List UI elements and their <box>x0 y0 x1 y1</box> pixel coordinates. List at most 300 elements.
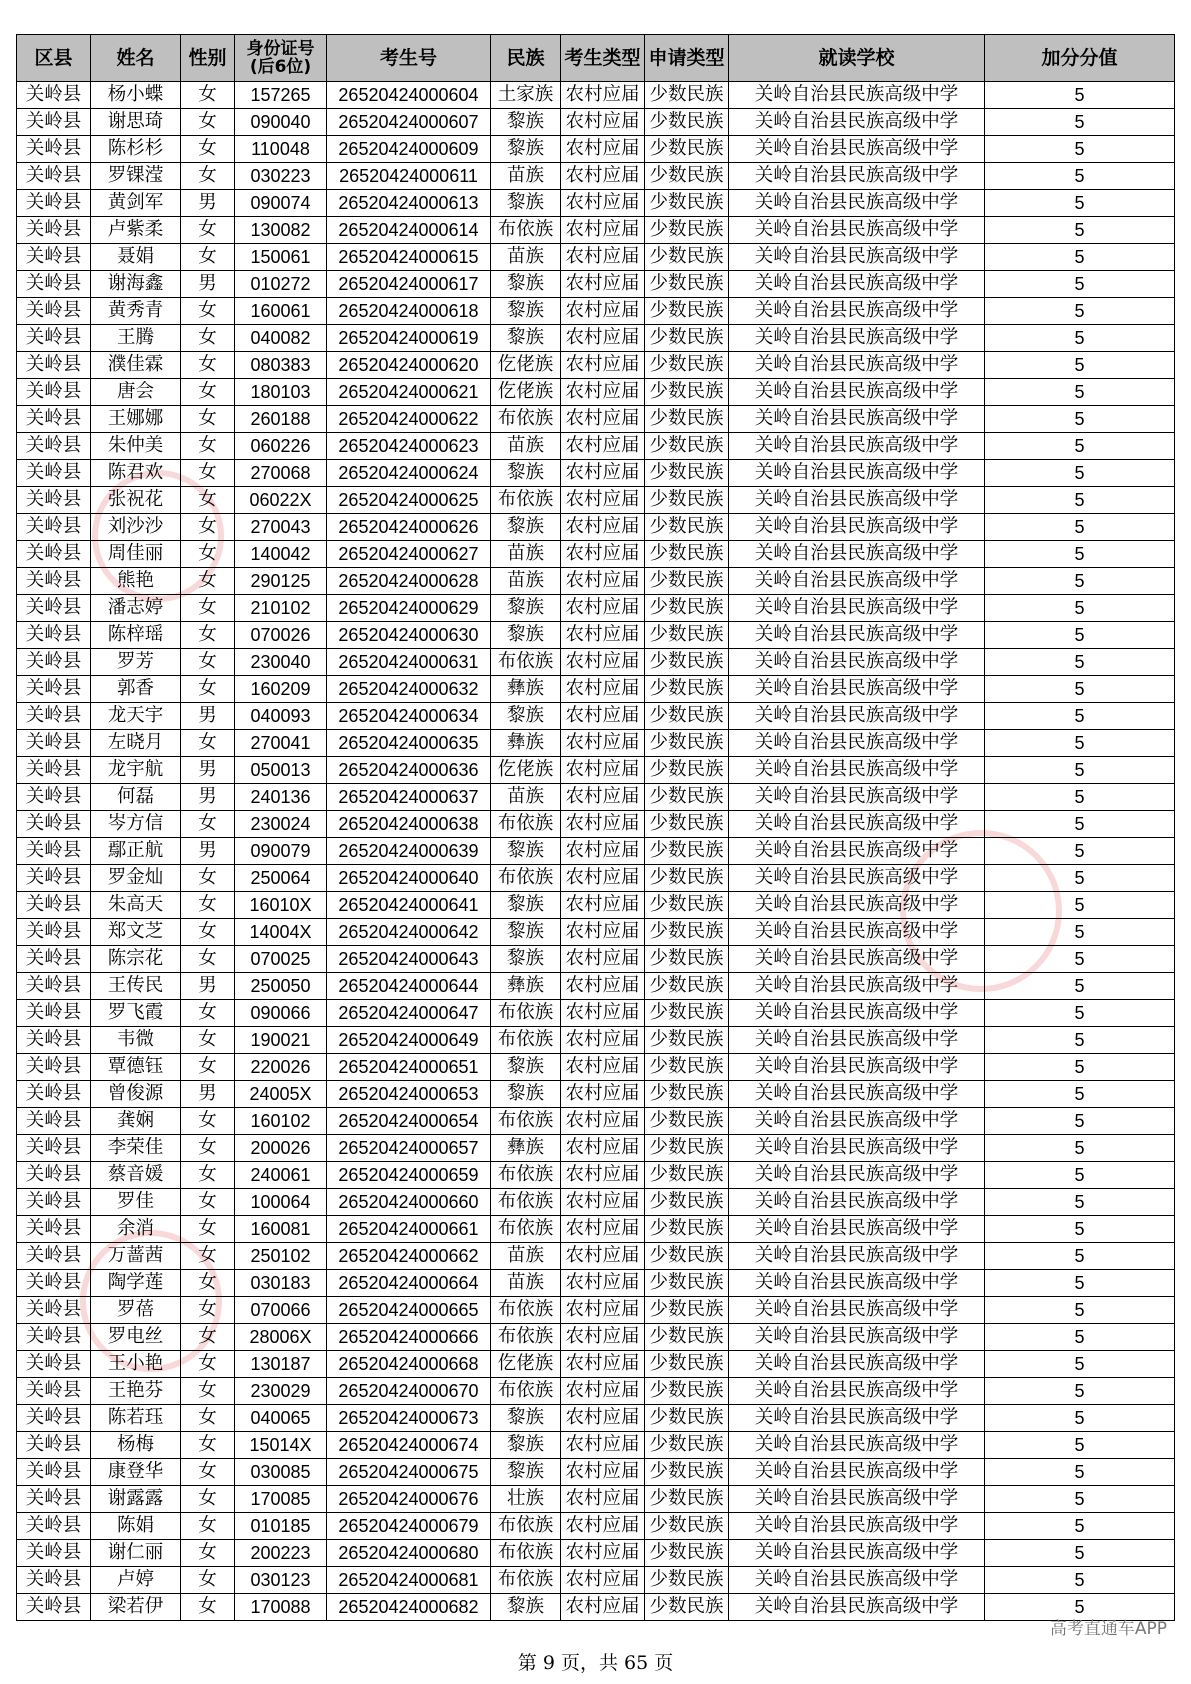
cell-application-type: 少数民族 <box>645 1594 729 1621</box>
cell-application-type: 少数民族 <box>645 649 729 676</box>
cell-school: 关岭自治县民族高级中学 <box>729 1351 985 1378</box>
cell-bonus-points: 5 <box>985 1405 1175 1432</box>
cell-school: 关岭自治县民族高级中学 <box>729 460 985 487</box>
header-id-number-line1: 身份证号 <box>246 39 315 59</box>
cell-application-type: 少数民族 <box>645 1027 729 1054</box>
cell-gender: 女 <box>181 109 235 136</box>
cell-ethnicity: 布依族 <box>491 1378 561 1405</box>
cell-gender: 男 <box>181 703 235 730</box>
cell-gender: 女 <box>181 1567 235 1594</box>
cell-application-type: 少数民族 <box>645 244 729 271</box>
cell-bonus-points: 5 <box>985 514 1175 541</box>
cell-student-type: 农村应届 <box>561 1405 645 1432</box>
cell-district: 关岭县 <box>17 973 91 1000</box>
cell-id-suffix: 160102 <box>235 1108 327 1135</box>
cell-id-suffix: 070066 <box>235 1297 327 1324</box>
cell-exam-number: 26520424000653 <box>327 1081 491 1108</box>
header-id-number <box>235 35 327 82</box>
table-row <box>17 1459 1175 1486</box>
cell-student-type: 农村应届 <box>561 1540 645 1567</box>
cell-ethnicity: 黎族 <box>491 1432 561 1459</box>
cell-application-type: 少数民族 <box>645 1432 729 1459</box>
cell-exam-number: 26520424000639 <box>327 838 491 865</box>
cell-gender: 女 <box>181 730 235 757</box>
cell-gender: 女 <box>181 811 235 838</box>
cell-application-type: 少数民族 <box>645 946 729 973</box>
cell-application-type: 少数民族 <box>645 271 729 298</box>
cell-ethnicity: 苗族 <box>491 1270 561 1297</box>
cell-school: 关岭自治县民族高级中学 <box>729 1486 985 1513</box>
cell-student-type: 农村应届 <box>561 1054 645 1081</box>
cell-ethnicity: 布依族 <box>491 649 561 676</box>
cell-district: 关岭县 <box>17 1324 91 1351</box>
cell-gender: 女 <box>181 1216 235 1243</box>
cell-school: 关岭自治县民族高级中学 <box>729 433 985 460</box>
cell-id-suffix: 150061 <box>235 244 327 271</box>
table-row <box>17 325 1175 352</box>
table-row <box>17 163 1175 190</box>
cell-application-type: 少数民族 <box>645 1513 729 1540</box>
cell-name: 谢思琦 <box>91 109 181 136</box>
cell-district: 关岭县 <box>17 838 91 865</box>
cell-student-type: 农村应届 <box>561 1594 645 1621</box>
cell-student-type: 农村应届 <box>561 622 645 649</box>
cell-district: 关岭县 <box>17 82 91 109</box>
cell-school: 关岭自治县民族高级中学 <box>729 1216 985 1243</box>
table-row <box>17 703 1175 730</box>
cell-bonus-points: 5 <box>985 757 1175 784</box>
cell-exam-number: 26520424000665 <box>327 1297 491 1324</box>
cell-application-type: 少数民族 <box>645 1081 729 1108</box>
cell-exam-number: 26520424000664 <box>327 1270 491 1297</box>
cell-exam-number: 26520424000657 <box>327 1135 491 1162</box>
cell-district: 关岭县 <box>17 541 91 568</box>
cell-student-type: 农村应届 <box>561 136 645 163</box>
table-row <box>17 460 1175 487</box>
cell-student-type: 农村应届 <box>561 163 645 190</box>
cell-student-type: 农村应届 <box>561 865 645 892</box>
cell-district: 关岭县 <box>17 1567 91 1594</box>
cell-school: 关岭自治县民族高级中学 <box>729 703 985 730</box>
table-row <box>17 136 1175 163</box>
cell-name: 万蔷茜 <box>91 1243 181 1270</box>
cell-application-type: 少数民族 <box>645 433 729 460</box>
cell-gender: 女 <box>181 1432 235 1459</box>
cell-exam-number: 26520424000617 <box>327 271 491 298</box>
cell-application-type: 少数民族 <box>645 757 729 784</box>
cell-name: 张祝花 <box>91 487 181 514</box>
cell-gender: 女 <box>181 514 235 541</box>
cell-bonus-points: 5 <box>985 190 1175 217</box>
cell-district: 关岭县 <box>17 1162 91 1189</box>
cell-school: 关岭自治县民族高级中学 <box>729 865 985 892</box>
cell-district: 关岭县 <box>17 1351 91 1378</box>
cell-name: 朱仲美 <box>91 433 181 460</box>
cell-name: 卢紫柔 <box>91 217 181 244</box>
cell-bonus-points: 5 <box>985 136 1175 163</box>
cell-bonus-points: 5 <box>985 1189 1175 1216</box>
cell-application-type: 少数民族 <box>645 622 729 649</box>
cell-school: 关岭自治县民族高级中学 <box>729 217 985 244</box>
cell-bonus-points: 5 <box>985 1567 1175 1594</box>
cell-gender: 女 <box>181 568 235 595</box>
cell-gender: 男 <box>181 190 235 217</box>
cell-name: 聂娟 <box>91 244 181 271</box>
cell-exam-number: 26520424000674 <box>327 1432 491 1459</box>
cell-district: 关岭县 <box>17 460 91 487</box>
header-ethnicity: 民族 <box>491 35 561 82</box>
header-name: 姓名 <box>91 35 181 82</box>
cell-id-suffix: 030085 <box>235 1459 327 1486</box>
cell-student-type: 农村应届 <box>561 730 645 757</box>
cell-id-suffix: 100064 <box>235 1189 327 1216</box>
cell-application-type: 少数民族 <box>645 190 729 217</box>
cell-district: 关岭县 <box>17 325 91 352</box>
cell-exam-number: 26520424000668 <box>327 1351 491 1378</box>
cell-ethnicity: 黎族 <box>491 595 561 622</box>
cell-name: 罗电丝 <box>91 1324 181 1351</box>
cell-name: 王腾 <box>91 325 181 352</box>
cell-id-suffix: 070025 <box>235 946 327 973</box>
cell-name: 刘沙沙 <box>91 514 181 541</box>
cell-exam-number: 26520424000629 <box>327 595 491 622</box>
cell-student-type: 农村应届 <box>561 946 645 973</box>
cell-school: 关岭自治县民族高级中学 <box>729 1513 985 1540</box>
table-row <box>17 649 1175 676</box>
cell-bonus-points: 5 <box>985 622 1175 649</box>
cell-bonus-points: 5 <box>985 379 1175 406</box>
cell-student-type: 农村应届 <box>561 109 645 136</box>
cell-ethnicity: 布依族 <box>491 487 561 514</box>
cell-application-type: 少数民族 <box>645 298 729 325</box>
cell-name: 黄秀青 <box>91 298 181 325</box>
cell-district: 关岭县 <box>17 757 91 784</box>
cell-bonus-points: 5 <box>985 1351 1175 1378</box>
cell-application-type: 少数民族 <box>645 379 729 406</box>
cell-id-suffix: 28006X <box>235 1324 327 1351</box>
cell-school: 关岭自治县民族高级中学 <box>729 325 985 352</box>
cell-school: 关岭自治县民族高级中学 <box>729 190 985 217</box>
cell-bonus-points: 5 <box>985 973 1175 1000</box>
cell-name: 黄剑军 <box>91 190 181 217</box>
cell-name: 康登华 <box>91 1459 181 1486</box>
cell-ethnicity: 布依族 <box>491 1189 561 1216</box>
cell-name: 陶学莲 <box>91 1270 181 1297</box>
cell-ethnicity: 彝族 <box>491 676 561 703</box>
cell-application-type: 少数民族 <box>645 1351 729 1378</box>
cell-ethnicity: 黎族 <box>491 271 561 298</box>
cell-bonus-points: 5 <box>985 82 1175 109</box>
cell-name: 岑方信 <box>91 811 181 838</box>
cell-gender: 女 <box>181 82 235 109</box>
cell-gender: 女 <box>181 379 235 406</box>
cell-name: 王小艳 <box>91 1351 181 1378</box>
cell-ethnicity: 黎族 <box>491 1459 561 1486</box>
cell-gender: 女 <box>181 1594 235 1621</box>
cell-id-suffix: 260188 <box>235 406 327 433</box>
cell-district: 关岭县 <box>17 919 91 946</box>
cell-application-type: 少数民族 <box>645 865 729 892</box>
cell-bonus-points: 5 <box>985 460 1175 487</box>
cell-student-type: 农村应届 <box>561 568 645 595</box>
table-row <box>17 352 1175 379</box>
cell-name: 王艳芬 <box>91 1378 181 1405</box>
cell-school: 关岭自治县民族高级中学 <box>729 352 985 379</box>
cell-bonus-points: 5 <box>985 271 1175 298</box>
cell-application-type: 少数民族 <box>645 919 729 946</box>
cell-ethnicity: 苗族 <box>491 568 561 595</box>
cell-name: 罗蓓 <box>91 1297 181 1324</box>
cell-application-type: 少数民族 <box>645 568 729 595</box>
cell-school: 关岭自治县民族高级中学 <box>729 892 985 919</box>
cell-exam-number: 26520424000621 <box>327 379 491 406</box>
cell-name: 陈娟 <box>91 1513 181 1540</box>
cell-district: 关岭县 <box>17 379 91 406</box>
cell-ethnicity: 布依族 <box>491 1108 561 1135</box>
cell-school: 关岭自治县民族高级中学 <box>729 1027 985 1054</box>
cell-id-suffix: 040093 <box>235 703 327 730</box>
table-row <box>17 1162 1175 1189</box>
cell-gender: 女 <box>181 1243 235 1270</box>
cell-student-type: 农村应届 <box>561 244 645 271</box>
cell-bonus-points: 5 <box>985 703 1175 730</box>
cell-ethnicity: 黎族 <box>491 460 561 487</box>
cell-student-type: 农村应届 <box>561 919 645 946</box>
cell-school: 关岭自治县民族高级中学 <box>729 676 985 703</box>
cell-id-suffix: 060226 <box>235 433 327 460</box>
cell-name: 潘志婷 <box>91 595 181 622</box>
cell-district: 关岭县 <box>17 1486 91 1513</box>
cell-ethnicity: 黎族 <box>491 1054 561 1081</box>
cell-id-suffix: 160209 <box>235 676 327 703</box>
cell-id-suffix: 040065 <box>235 1405 327 1432</box>
cell-district: 关岭县 <box>17 1297 91 1324</box>
cell-bonus-points: 5 <box>985 1243 1175 1270</box>
cell-id-suffix: 130082 <box>235 217 327 244</box>
cell-ethnicity: 黎族 <box>491 1405 561 1432</box>
cell-district: 关岭县 <box>17 1000 91 1027</box>
cell-gender: 女 <box>181 1027 235 1054</box>
cell-exam-number: 26520424000609 <box>327 136 491 163</box>
cell-ethnicity: 布依族 <box>491 406 561 433</box>
cell-gender: 女 <box>181 1162 235 1189</box>
cell-bonus-points: 5 <box>985 1162 1175 1189</box>
cell-id-suffix: 250064 <box>235 865 327 892</box>
cell-school: 关岭自治县民族高级中学 <box>729 973 985 1000</box>
cell-exam-number: 26520424000661 <box>327 1216 491 1243</box>
cell-id-suffix: 230024 <box>235 811 327 838</box>
cell-exam-number: 26520424000636 <box>327 757 491 784</box>
cell-student-type: 农村应届 <box>561 1081 645 1108</box>
table-row <box>17 433 1175 460</box>
cell-gender: 女 <box>181 919 235 946</box>
cell-ethnicity: 黎族 <box>491 622 561 649</box>
table-row <box>17 1432 1175 1459</box>
cell-id-suffix: 240136 <box>235 784 327 811</box>
cell-student-type: 农村应届 <box>561 406 645 433</box>
cell-student-type: 农村应届 <box>561 784 645 811</box>
cell-bonus-points: 5 <box>985 325 1175 352</box>
cell-ethnicity: 布依族 <box>491 865 561 892</box>
cell-ethnicity: 黎族 <box>491 514 561 541</box>
cell-gender: 女 <box>181 1540 235 1567</box>
cell-gender: 女 <box>181 1405 235 1432</box>
cell-id-suffix: 130187 <box>235 1351 327 1378</box>
cell-name: 李荣佳 <box>91 1135 181 1162</box>
cell-name: 覃德钰 <box>91 1054 181 1081</box>
cell-bonus-points: 5 <box>985 946 1175 973</box>
cell-bonus-points: 5 <box>985 406 1175 433</box>
cell-gender: 女 <box>181 541 235 568</box>
cell-exam-number: 26520424000604 <box>327 82 491 109</box>
cell-id-suffix: 200223 <box>235 1540 327 1567</box>
cell-school: 关岭自治县民族高级中学 <box>729 514 985 541</box>
table-row <box>17 865 1175 892</box>
cell-application-type: 少数民族 <box>645 1189 729 1216</box>
cell-name: 龚娴 <box>91 1108 181 1135</box>
header-school: 就读学校 <box>729 35 985 82</box>
cell-exam-number: 26520424000659 <box>327 1162 491 1189</box>
cell-gender: 女 <box>181 1378 235 1405</box>
table-row <box>17 1081 1175 1108</box>
cell-district: 关岭县 <box>17 487 91 514</box>
cell-exam-number: 26520424000613 <box>327 190 491 217</box>
header-district: 区县 <box>17 35 91 82</box>
cell-ethnicity: 彝族 <box>491 1135 561 1162</box>
cell-ethnicity: 黎族 <box>491 946 561 973</box>
header-exam-number: 考生号 <box>327 35 491 82</box>
cell-gender: 女 <box>181 1135 235 1162</box>
cell-school: 关岭自治县民族高级中学 <box>729 1108 985 1135</box>
cell-bonus-points: 5 <box>985 1324 1175 1351</box>
cell-ethnicity: 黎族 <box>491 919 561 946</box>
cell-name: 熊艳 <box>91 568 181 595</box>
cell-bonus-points: 5 <box>985 1378 1175 1405</box>
cell-id-suffix: 06022X <box>235 487 327 514</box>
cell-gender: 女 <box>181 1513 235 1540</box>
cell-exam-number: 26520424000640 <box>327 865 491 892</box>
table-row <box>17 1108 1175 1135</box>
cell-district: 关岭县 <box>17 352 91 379</box>
cell-school: 关岭自治县民族高级中学 <box>729 811 985 838</box>
cell-district: 关岭县 <box>17 1135 91 1162</box>
cell-exam-number: 26520424000618 <box>327 298 491 325</box>
cell-student-type: 农村应届 <box>561 676 645 703</box>
cell-application-type: 少数民族 <box>645 784 729 811</box>
cell-exam-number: 26520424000660 <box>327 1189 491 1216</box>
cell-school: 关岭自治县民族高级中学 <box>729 1270 985 1297</box>
cell-gender: 男 <box>181 838 235 865</box>
cell-school: 关岭自治县民族高级中学 <box>729 730 985 757</box>
cell-ethnicity: 仡佬族 <box>491 379 561 406</box>
cell-ethnicity: 苗族 <box>491 541 561 568</box>
cell-student-type: 农村应届 <box>561 1243 645 1270</box>
table-row <box>17 1027 1175 1054</box>
cell-name: 卢婷 <box>91 1567 181 1594</box>
cell-school: 关岭自治县民族高级中学 <box>729 1054 985 1081</box>
cell-bonus-points: 5 <box>985 1135 1175 1162</box>
cell-student-type: 农村应届 <box>561 1351 645 1378</box>
cell-name: 谢露露 <box>91 1486 181 1513</box>
cell-id-suffix: 270041 <box>235 730 327 757</box>
cell-school: 关岭自治县民族高级中学 <box>729 136 985 163</box>
cell-district: 关岭县 <box>17 1081 91 1108</box>
cell-ethnicity: 布依族 <box>491 811 561 838</box>
cell-bonus-points: 5 <box>985 838 1175 865</box>
cell-student-type: 农村应届 <box>561 1216 645 1243</box>
cell-id-suffix: 220026 <box>235 1054 327 1081</box>
cell-gender: 女 <box>181 460 235 487</box>
cell-id-suffix: 030223 <box>235 163 327 190</box>
cell-exam-number: 26520424000654 <box>327 1108 491 1135</box>
table-row <box>17 1297 1175 1324</box>
cell-id-suffix: 24005X <box>235 1081 327 1108</box>
cell-name: 余消 <box>91 1216 181 1243</box>
cell-name: 朱高天 <box>91 892 181 919</box>
cell-district: 关岭县 <box>17 514 91 541</box>
cell-district: 关岭县 <box>17 217 91 244</box>
header-id-number-line2: (后6位) <box>249 57 312 77</box>
cell-district: 关岭县 <box>17 892 91 919</box>
cell-bonus-points: 5 <box>985 1108 1175 1135</box>
cell-school: 关岭自治县民族高级中学 <box>729 568 985 595</box>
cell-application-type: 少数民族 <box>645 352 729 379</box>
cell-school: 关岭自治县民族高级中学 <box>729 298 985 325</box>
cell-exam-number: 26520424000631 <box>327 649 491 676</box>
table-row <box>17 811 1175 838</box>
cell-gender: 男 <box>181 973 235 1000</box>
cell-gender: 女 <box>181 136 235 163</box>
cell-bonus-points: 5 <box>985 1081 1175 1108</box>
cell-school: 关岭自治县民族高级中学 <box>729 1162 985 1189</box>
cell-school: 关岭自治县民族高级中学 <box>729 757 985 784</box>
page-number: 第 9 页，共 65 页 <box>517 1652 674 1674</box>
cell-school: 关岭自治县民族高级中学 <box>729 541 985 568</box>
table-row <box>17 757 1175 784</box>
table-row <box>17 1594 1175 1621</box>
table-row <box>17 1324 1175 1351</box>
cell-student-type: 农村应届 <box>561 487 645 514</box>
cell-application-type: 少数民族 <box>645 1405 729 1432</box>
bonus-points-table <box>16 34 1175 1621</box>
cell-exam-number: 26520424000679 <box>327 1513 491 1540</box>
table-row <box>17 82 1175 109</box>
cell-district: 关岭县 <box>17 1108 91 1135</box>
cell-student-type: 农村应届 <box>561 1297 645 1324</box>
cell-name: 鄢正航 <box>91 838 181 865</box>
table-row <box>17 1351 1175 1378</box>
cell-id-suffix: 250050 <box>235 973 327 1000</box>
cell-gender: 男 <box>181 271 235 298</box>
cell-name: 郭香 <box>91 676 181 703</box>
cell-id-suffix: 090079 <box>235 838 327 865</box>
cell-bonus-points: 5 <box>985 163 1175 190</box>
cell-id-suffix: 290125 <box>235 568 327 595</box>
cell-exam-number: 26520424000675 <box>327 1459 491 1486</box>
table-row <box>17 487 1175 514</box>
cell-district: 关岭县 <box>17 298 91 325</box>
cell-name: 陈君欢 <box>91 460 181 487</box>
cell-exam-number: 26520424000615 <box>327 244 491 271</box>
header-student-type: 考生类型 <box>561 35 645 82</box>
cell-school: 关岭自治县民族高级中学 <box>729 1567 985 1594</box>
cell-district: 关岭县 <box>17 676 91 703</box>
table-row <box>17 1513 1175 1540</box>
cell-id-suffix: 010185 <box>235 1513 327 1540</box>
cell-id-suffix: 200026 <box>235 1135 327 1162</box>
cell-student-type: 农村应届 <box>561 811 645 838</box>
cell-application-type: 少数民族 <box>645 595 729 622</box>
